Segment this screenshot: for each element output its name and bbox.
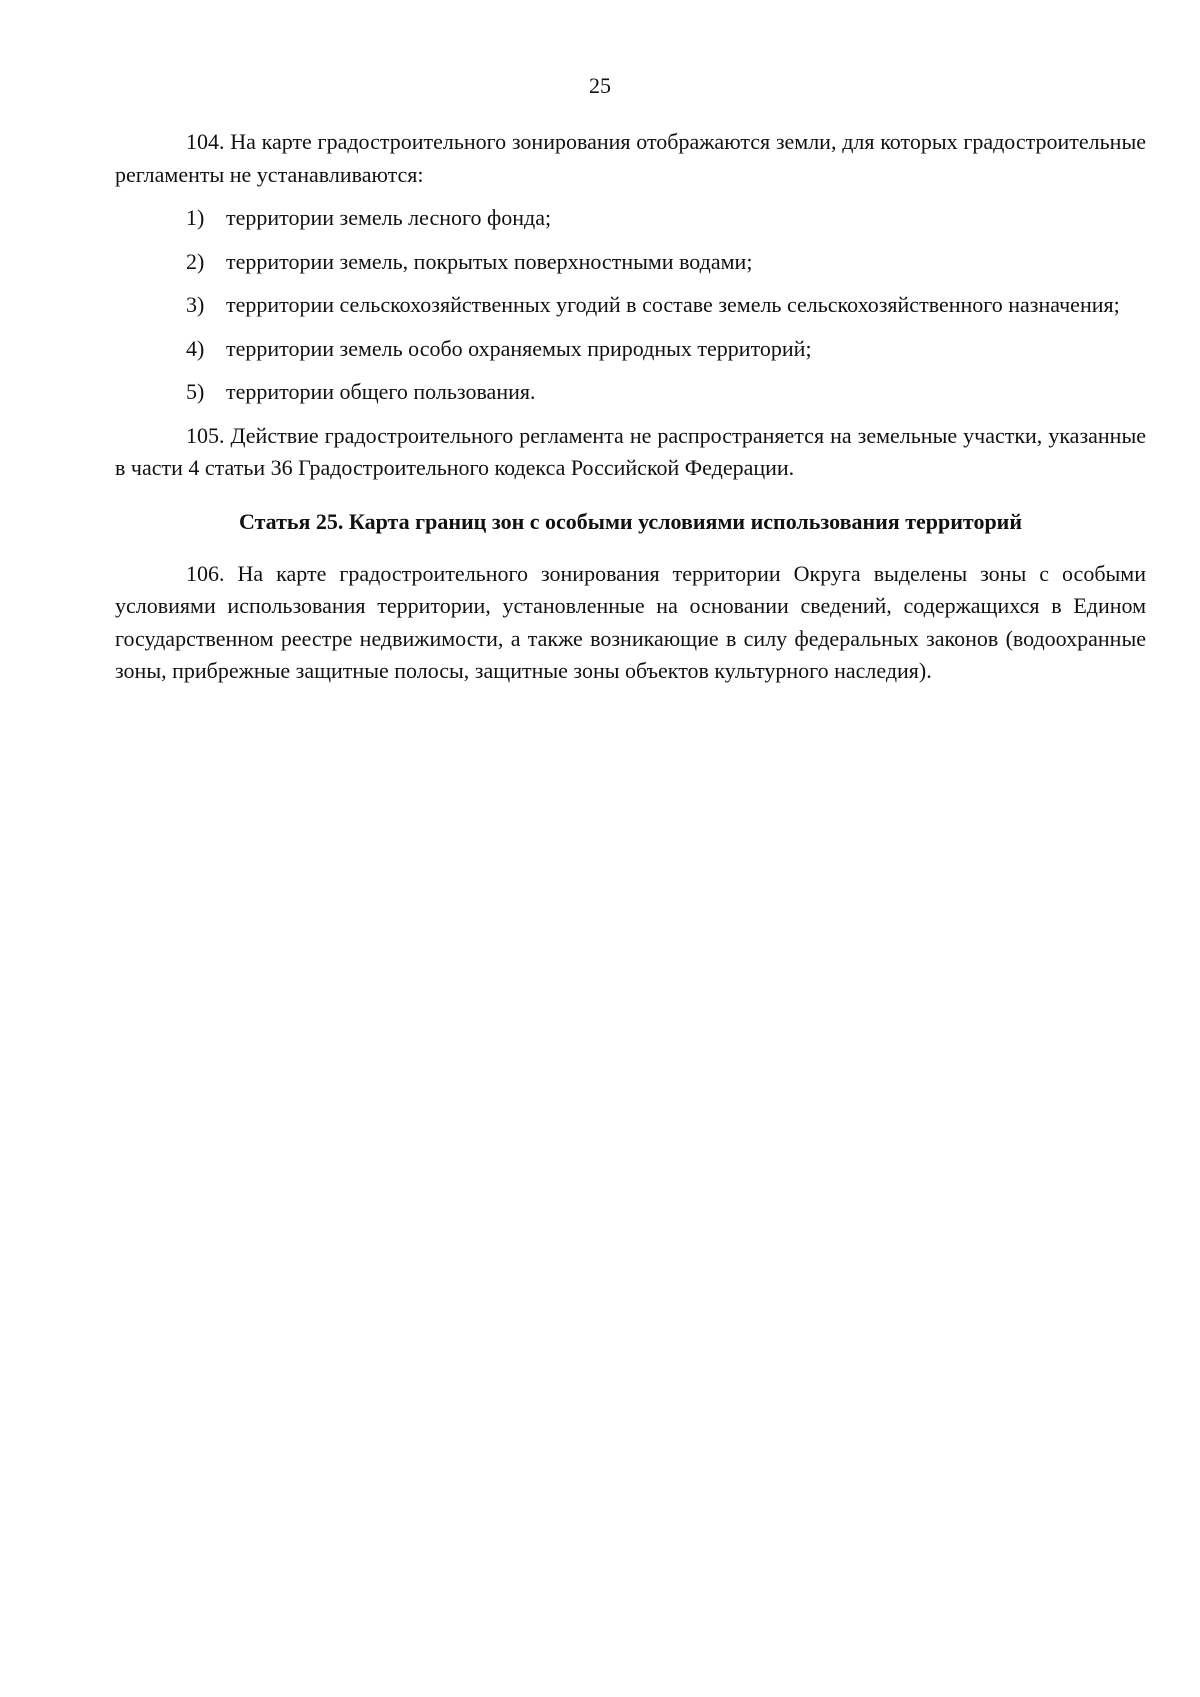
list-item-text: территории земель особо охраняемых природных территорий;: [226, 335, 812, 361]
list-item-number: 1): [186, 205, 205, 230]
list-item-text: территории земель, покрытых поверхностными водами;: [226, 248, 753, 274]
paragraph-105: 105. Действие градостроительного регламента не распространяется на земельные участки, указанные в части 4 статьи 36 Градостроительного кодекса Российской Федерации.: [115, 422, 1146, 480]
list-item: [115, 289, 1146, 322]
page-content: [115, 126, 1146, 688]
list-item-number: 4): [186, 335, 205, 361]
list-item: [115, 333, 1146, 366]
list-item-text: территории сельскохозяйственных угодий в составе земель сельскохозяйственного назначения;: [226, 292, 1120, 317]
list-item-number: 2): [186, 248, 205, 274]
list-item-text: территории земель лесного фонда;: [226, 205, 552, 230]
paragraph-106: 106. На карте градостроительного зонирования территории Округа выделены зоны с особыми условиями использования территории, установленные на основании сведений, содержащихся в Едином государственном реестре недвижимости, а также возникающие в силу федеральных законов (водоохранные зоны, прибрежные защитные полосы, защитные зоны объектов культурного наследия).: [115, 560, 1146, 683]
article-heading: Статья 25. Карта границ зон с особыми условиями использования территорий: [238, 508, 1023, 534]
paragraph-104: 104. На карте градостроительного зонирования отображаются земли, для которых градостроительные регламенты не устанавливаются:: [115, 129, 1146, 187]
list-item: [115, 376, 1146, 409]
list-item: [115, 246, 1146, 279]
list-item-text: территории общего пользования.: [226, 379, 536, 404]
list-item: [115, 202, 1146, 235]
list-item-number: 5): [186, 379, 205, 404]
page-number: 25: [589, 73, 611, 98]
list-item-number: 3): [186, 292, 205, 317]
